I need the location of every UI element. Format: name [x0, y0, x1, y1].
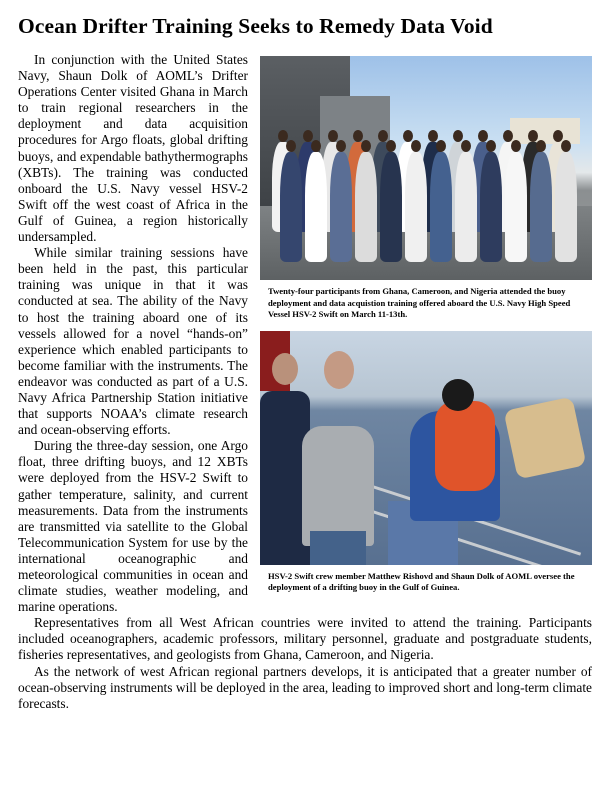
- person-head: [536, 140, 546, 152]
- article-title: Ocean Drifter Training Seeks to Remedy Data Void: [18, 14, 493, 38]
- person-head: [428, 130, 438, 142]
- person-head: [511, 140, 521, 152]
- shore-building: [510, 118, 580, 144]
- person-head: [561, 140, 571, 152]
- person-head: [461, 140, 471, 152]
- article-paragraph: In conjunction with the United States Navy, Shaun Dolk of AOML’s Drifter Operations Center visited Ghana in March to train regional researchers in the deployment and data acquisition procedures for Argo floats, global drifting buoys, and expendable bathythermographs (XBTs). The training was conducted onboard the U.S. Navy vessel HSV-2 Swift off the west coast of Africa in the Gulf of Guinea, a region historically undersampled.: [18, 52, 248, 245]
- figure-caption: Twenty-four participants from Ghana, Cameroon, and Nigeria attended the buoy deployment and data acquistion training offered aboard the U.S. Navy High Speed Vessel HSV-2 Swift on March 11-13th.: [268, 286, 571, 319]
- person-head: [386, 140, 396, 152]
- participant: [355, 152, 377, 262]
- person-head: [411, 140, 421, 152]
- group-photo: [260, 56, 592, 280]
- participant: [305, 152, 327, 262]
- drifting-buoy: [503, 396, 586, 479]
- article-paragraph: Representatives from all West African countries were invited to attend the training. Participants included oceanographers, academic professors, military personnel, graduate and postgraduate students, fisheries representatives, and geologists from Ghana, Cameroon, and Nigeria.: [18, 615, 592, 663]
- person-jeans: [310, 531, 366, 565]
- person-head: [442, 379, 474, 411]
- person-head: [303, 130, 313, 142]
- life-vest: [435, 401, 495, 491]
- person-head: [486, 140, 496, 152]
- participant: [280, 152, 302, 262]
- participant: [455, 152, 477, 262]
- person-head: [324, 351, 354, 389]
- person-head: [378, 130, 388, 142]
- article-paragraph: As the network of west African regional partners develops, it is anticipated that a greater number of ocean-observing instruments will be deployed in the area, leading to improved short and long-term climate forecasts.: [18, 663, 592, 711]
- person-head: [328, 130, 338, 142]
- person-head: [272, 353, 298, 385]
- participant: [530, 152, 552, 262]
- participant: [505, 152, 527, 262]
- person-head: [286, 140, 296, 152]
- participant: [405, 152, 427, 262]
- article-paragraph: While similar training sessions have been held in the past, this particular training was unique in that it was conducted at sea. The ability of the Navy to host the training aboard one of its vessels allowed for a novel “hands-on” experience which enabled participants to become familiar with the instruments. The endeavor was conducted as part of a U.S. Navy Africa Partnership Station initiative that supports NOAA’s climate research and ocean-observing efforts.: [18, 245, 248, 438]
- figure-1: [260, 56, 592, 321]
- person-head: [528, 130, 538, 142]
- person-head: [336, 140, 346, 152]
- person-head: [436, 140, 446, 152]
- person-head: [478, 130, 488, 142]
- person-shirt: [302, 426, 374, 546]
- person-head: [353, 130, 363, 142]
- person-head: [311, 140, 321, 152]
- participant: [480, 152, 502, 262]
- figure-caption: HSV-2 Swift crew member Matthew Rishovd and Shaun Dolk of AOML oversee the deployment of a drifting buoy in the Gulf of Guinea.: [268, 570, 575, 592]
- person-head: [453, 130, 463, 142]
- person-head: [361, 140, 371, 152]
- article-body: [18, 52, 592, 712]
- figure-2: [260, 331, 592, 594]
- article-paragraph: During the three-day session, one Argo float, three drifting buoys, and 12 XBTs were deployed from the HSV-2 Swift to gather temperature, salinity, and current measurements. Data from the instruments are transmitted via satellite to the Global Telecommunication System for use by the international oceanographic and meteorological communities in ocean and climate studies, weather modeling, and marine operations.: [18, 438, 248, 615]
- participant: [555, 152, 577, 262]
- participant: [380, 152, 402, 262]
- person-head: [553, 130, 563, 142]
- participant: [330, 152, 352, 262]
- person-head: [403, 130, 413, 142]
- participant: [430, 152, 452, 262]
- person-head: [503, 130, 513, 142]
- buoy-deployment-photo: [260, 331, 592, 565]
- person-head: [278, 130, 288, 142]
